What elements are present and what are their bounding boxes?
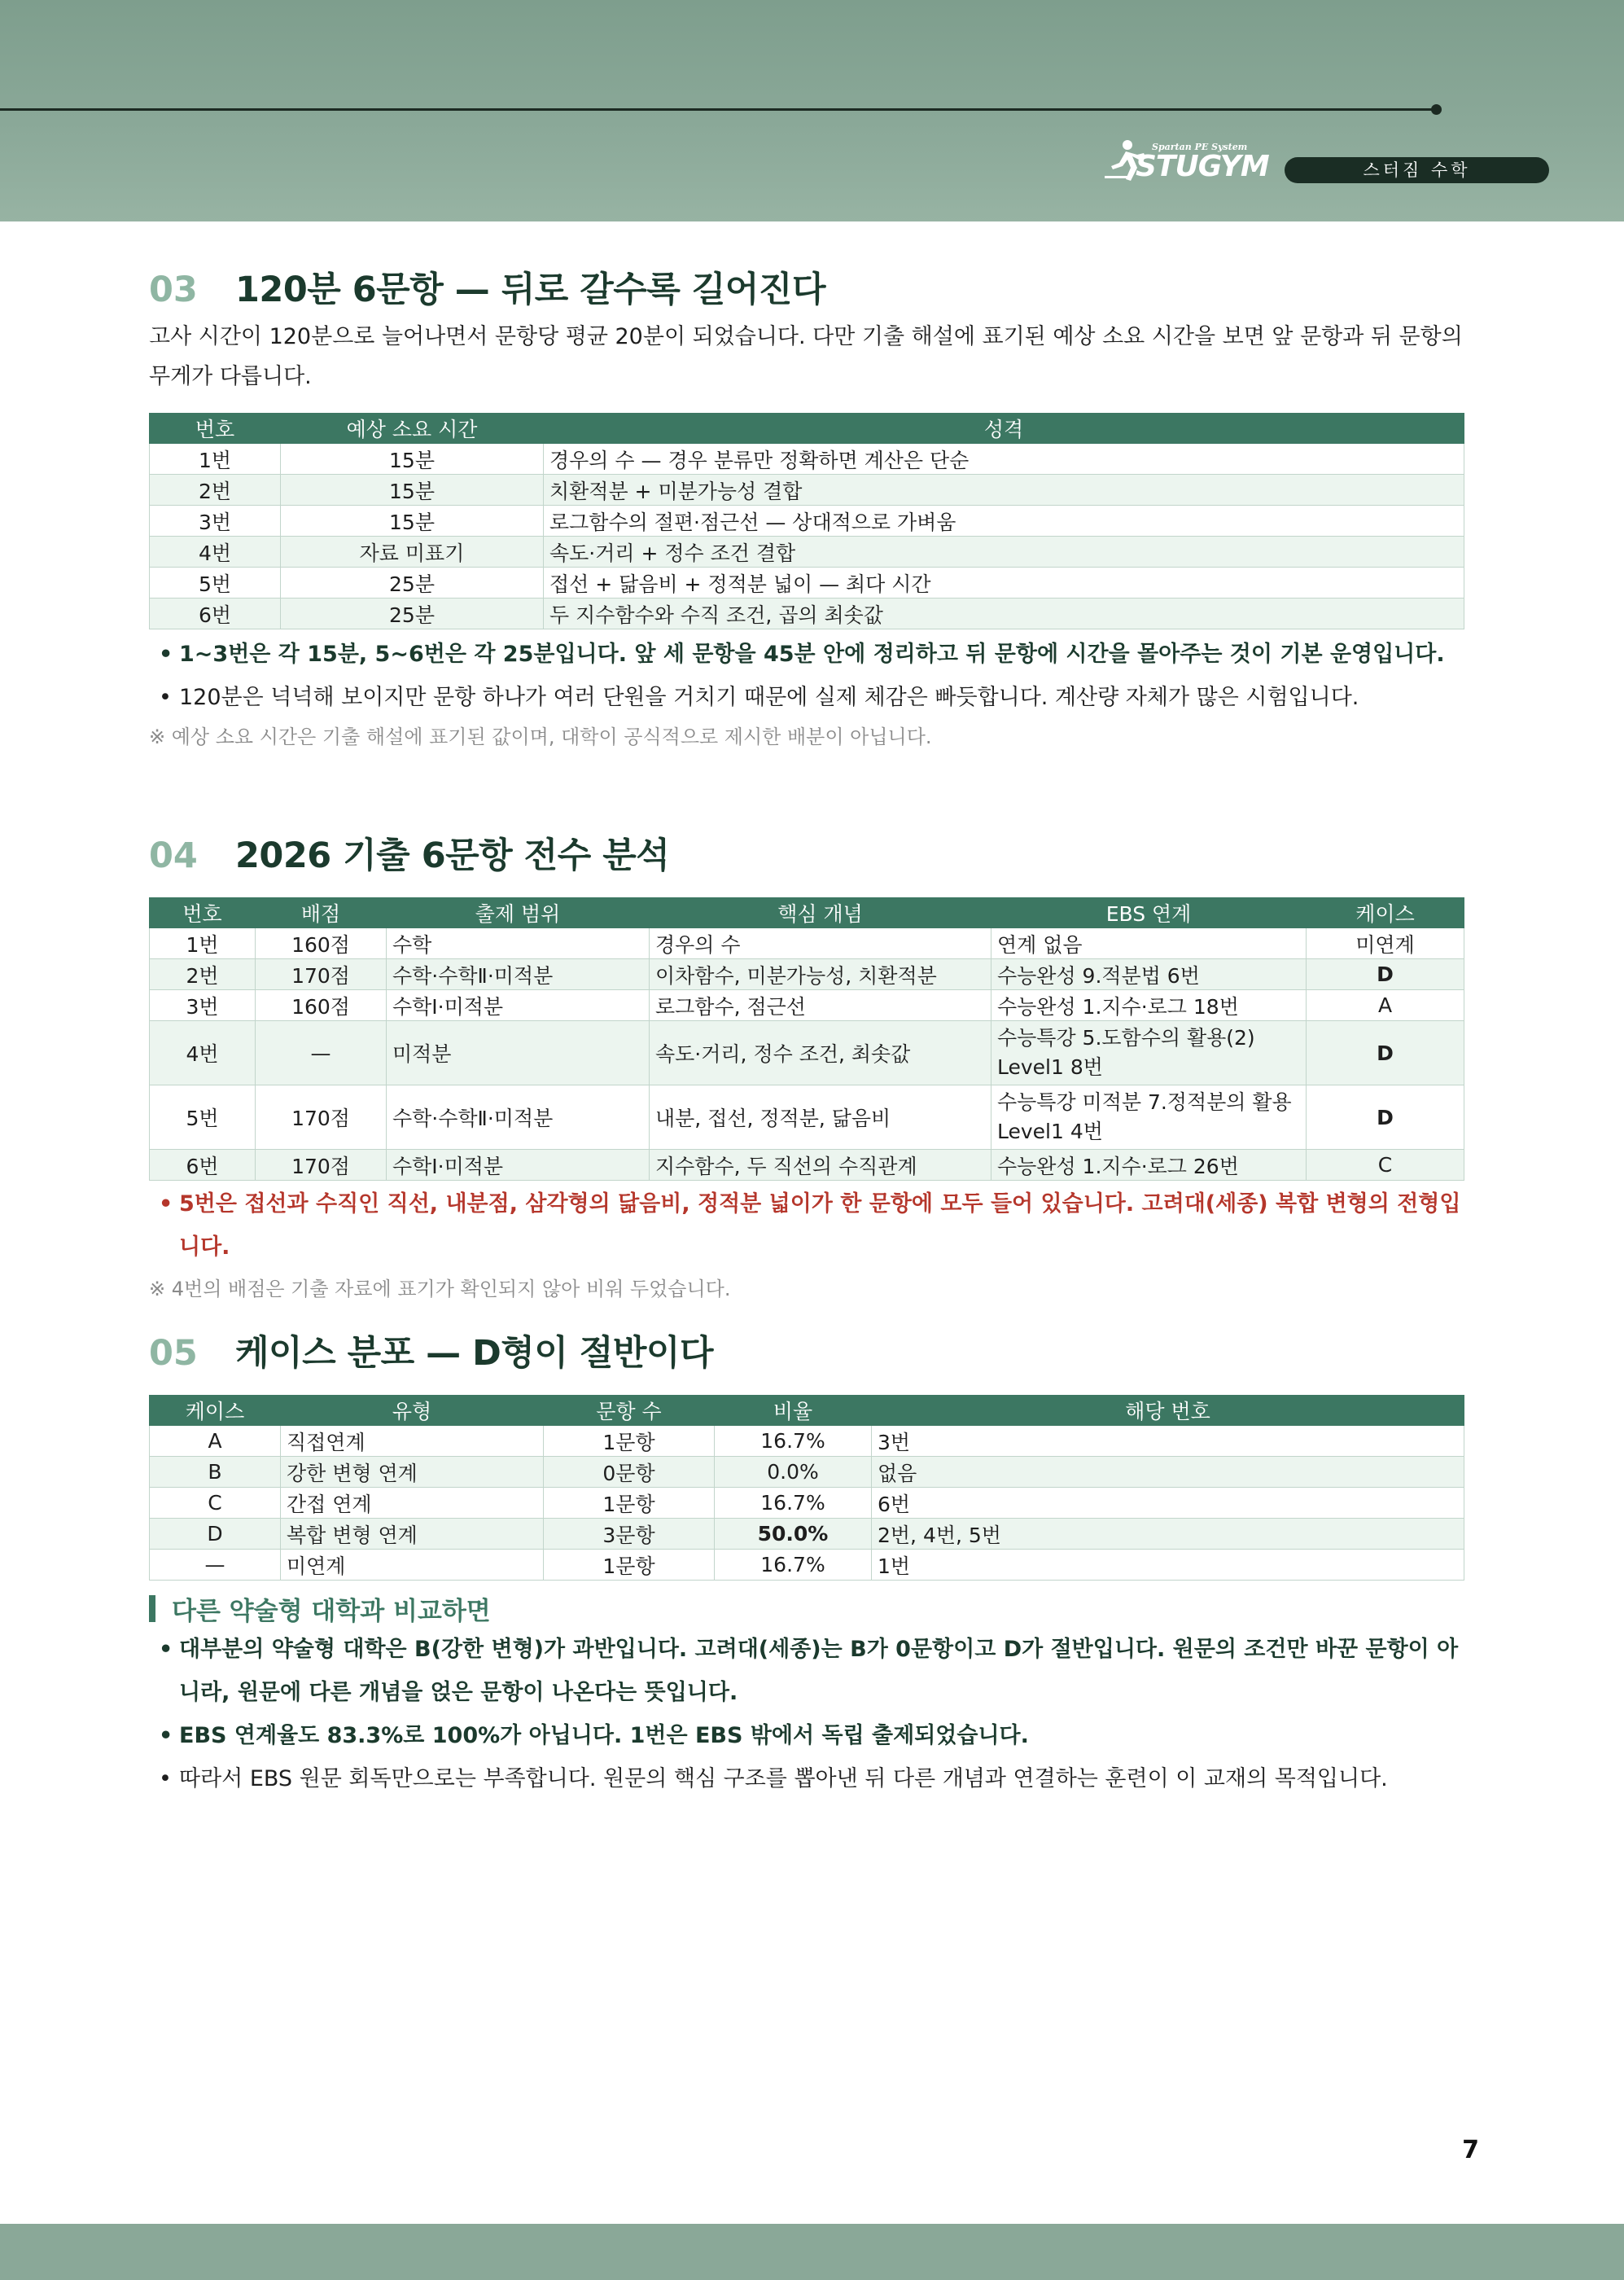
bullet-item: • 따라서 EBS 원문 회독만으로는 부족합니다. 원문의 핵심 구조를 뽑아낸 뒤 다른 개념과 연결하는 훈련이 이 교재의 목적입니다.: [149, 1757, 1476, 1800]
table-cell: 미연계: [1307, 928, 1464, 959]
table-cell: —: [256, 1021, 387, 1085]
table-row: [150, 1488, 1464, 1519]
section-title: 2026 기출 6문항 전수 분석: [235, 835, 670, 876]
table-cell: 이차함수, 미분가능성, 치환적분: [650, 959, 991, 990]
table-cell: 170점: [256, 1150, 387, 1181]
table-cell: 경우의 수: [650, 928, 991, 959]
section-03-note: ※ 예상 소요 시간은 기출 해설에 표기된 값이며, 대학이 공식적으로 제시한 배분이 아닙니다.: [149, 726, 932, 748]
table-row: [150, 475, 1464, 506]
section-number: 05: [149, 1333, 198, 1374]
case-distribution-table: [149, 1395, 1464, 1581]
table-cell: 연계 없음: [991, 928, 1307, 959]
table-cell: —: [150, 1550, 281, 1581]
table-cell: 경우의 수 — 경우 분류만 정확하면 계산은 단순: [544, 444, 1464, 475]
header-rule-dot: [1431, 104, 1442, 115]
table-cell: 4번: [150, 1021, 256, 1085]
table-cell: 지수함수, 두 직선의 수직관계: [650, 1150, 991, 1181]
table-row: [150, 506, 1464, 537]
column-header: 번호: [150, 898, 256, 928]
table-cell: 로그함수, 점근선: [650, 990, 991, 1021]
table-cell: B: [150, 1457, 281, 1488]
table-cell: 50.0%: [715, 1519, 872, 1550]
table-row: [150, 1457, 1464, 1488]
table-cell: 3번: [872, 1426, 1464, 1457]
logo-tagline: Spartan PE System: [1152, 142, 1248, 152]
table-row: [150, 959, 1464, 990]
table-cell: 1문항: [544, 1488, 715, 1519]
table-cell: 160점: [256, 928, 387, 959]
table-cell: 1문항: [544, 1550, 715, 1581]
table-cell: 25분: [281, 598, 544, 629]
table-cell: 자료 미표기: [281, 537, 544, 568]
section-03: [149, 262, 1476, 753]
table-row: [150, 1150, 1464, 1181]
column-header: 케이스: [150, 1396, 281, 1426]
table-cell: D: [150, 1519, 281, 1550]
bullet-item: • 5번은 접선과 수직인 직선, 내분점, 삼각형의 닮음비, 정적분 넓이가 한 문항에 모두 들어 있습니다. 고려대(세종) 복합 변형의 전형입니다.: [149, 1182, 1476, 1269]
table-cell: 16.7%: [715, 1426, 872, 1457]
table-row: [150, 990, 1464, 1021]
table-row: [150, 568, 1464, 598]
column-header: 출제 범위: [387, 898, 650, 928]
table-cell: 4번: [150, 537, 281, 568]
table-cell: 6번: [150, 598, 281, 629]
table-cell: 1번: [150, 928, 256, 959]
table-cell: 1문항: [544, 1426, 715, 1457]
column-header: 핵심 개념: [650, 898, 991, 928]
table-cell: 속도·거리 + 정수 조건 결합: [544, 537, 1464, 568]
table-cell: 5번: [150, 568, 281, 598]
table-cell: 6번: [872, 1488, 1464, 1519]
table-cell: 강한 변형 연계: [281, 1457, 544, 1488]
column-header: 배점: [256, 898, 387, 928]
table-cell: 수능완성 9.적분법 6번: [991, 959, 1307, 990]
table-cell: 2번: [150, 475, 281, 506]
stugym-logo: [1103, 135, 1269, 184]
column-header: 문항 수: [544, 1396, 715, 1426]
table-cell: D: [1307, 1021, 1464, 1085]
table-cell: 로그함수의 절편·점근선 — 상대적으로 가벼움: [544, 506, 1464, 537]
table-cell: 6번: [150, 1150, 256, 1181]
table-cell: 2번, 4번, 5번: [872, 1519, 1464, 1550]
section-04-note: ※ 4번의 배점은 기출 자료에 표기가 확인되지 않아 비워 두었습니다.: [149, 1278, 731, 1300]
table-cell: 2번: [150, 959, 256, 990]
table-cell: 수학Ⅰ·미적분: [387, 990, 650, 1021]
table-header-row: [150, 414, 1464, 444]
table-cell: A: [1307, 990, 1464, 1021]
table-cell: 복합 변형 연계: [281, 1519, 544, 1550]
table-row: [150, 1021, 1464, 1085]
table-cell: 수학·수학Ⅱ·미적분: [387, 959, 650, 990]
analysis-table: [149, 897, 1464, 1181]
table-cell: 5번: [150, 1085, 256, 1150]
subheading-bar: [149, 1595, 155, 1622]
table-header-row: [150, 898, 1464, 928]
table-cell: D: [1307, 959, 1464, 990]
section-05: [149, 1326, 1476, 1800]
table-cell: 치환적분 + 미분가능성 결합: [544, 475, 1464, 506]
bullet-item: • 1~3번은 각 15분, 5~6번은 각 25분입니다. 앞 세 문항을 45분 안에 정리하고 뒤 문항에 시간을 몰아주는 것이 기본 운영입니다.: [149, 633, 1476, 676]
table-cell: 1번: [150, 444, 281, 475]
table-cell: 내분, 접선, 정적분, 닮음비: [650, 1085, 991, 1150]
table-cell: A: [150, 1426, 281, 1457]
table-cell: 수능완성 1.지수·로그 18번: [991, 990, 1307, 1021]
column-header: 예상 소요 시간: [281, 414, 544, 444]
logo-wordmark: STUGYM: [1136, 150, 1269, 183]
column-header: 비율: [715, 1396, 872, 1426]
table-cell: 170점: [256, 1085, 387, 1150]
table-row: [150, 444, 1464, 475]
table-cell: 수능특강 미적분 7.정적분의 활용 Level1 4번: [991, 1085, 1307, 1150]
page-header: [0, 0, 1624, 221]
table-cell: D: [1307, 1085, 1464, 1150]
bullet-item: • 120분은 넉넉해 보이지만 문항 하나가 여러 단원을 거치기 때문에 실제 체감은 빠듯합니다. 계산량 자체가 많은 시험입니다.: [149, 676, 1476, 719]
section-05-bullets: [149, 1628, 1476, 1800]
table-cell: 16.7%: [715, 1550, 872, 1581]
table-cell: 3문항: [544, 1519, 715, 1550]
table-cell: 160점: [256, 990, 387, 1021]
table-cell: 수능특강 5.도함수의 활용(2) Level1 8번: [991, 1021, 1307, 1085]
table-cell: 16.7%: [715, 1488, 872, 1519]
table-cell: 두 지수함수와 수직 조건, 곱의 최솟값: [544, 598, 1464, 629]
section-04-bullets: [149, 1182, 1476, 1269]
page-footer-band: [0, 2224, 1624, 2280]
table-cell: 미연계: [281, 1550, 544, 1581]
bullet-item: • EBS 연계율도 83.3%로 100%가 아닙니다. 1번은 EBS 밖에서 독립 출제되었습니다.: [149, 1714, 1476, 1757]
section-03-bullets: [149, 633, 1476, 719]
table-cell: C: [1307, 1150, 1464, 1181]
table-row: [150, 1085, 1464, 1150]
table-cell: 없음: [872, 1457, 1464, 1488]
table-cell: 3번: [150, 990, 256, 1021]
table-row: [150, 1519, 1464, 1550]
table-cell: 0.0%: [715, 1457, 872, 1488]
bullet-item: • 대부분의 약술형 대학은 B(강한 변형)가 과반입니다. 고려대(세종)는 B가 0문항이고 D가 절반입니다. 원문의 조건만 바꾼 문항이 아니라, 원문에 다른 개념을 얹은 문항이 나온다는 뜻입니다.: [149, 1628, 1476, 1714]
table-cell: 수학: [387, 928, 650, 959]
section-title: 케이스 분포 — D형이 절반이다: [235, 1333, 713, 1374]
table-cell: 속도·거리, 정수 조건, 최솟값: [650, 1021, 991, 1085]
column-header: 번호: [150, 414, 281, 444]
table-cell: 수학Ⅰ·미적분: [387, 1150, 650, 1181]
section-03-heading: [149, 262, 1476, 311]
table-cell: 15분: [281, 475, 544, 506]
table-cell: 0문항: [544, 1457, 715, 1488]
table-cell: 간접 연계: [281, 1488, 544, 1519]
section-number: 03: [149, 270, 198, 310]
table-cell: 170점: [256, 959, 387, 990]
section-04: [149, 828, 1476, 1305]
comparison-subheading: [149, 1590, 1476, 1626]
column-header: 성격: [544, 414, 1464, 444]
table-cell: 25분: [281, 568, 544, 598]
column-header: EBS 연계: [991, 898, 1307, 928]
table-row: [150, 1550, 1464, 1581]
table-cell: 15분: [281, 444, 544, 475]
table-cell: 15분: [281, 506, 544, 537]
table-cell: 수학·수학Ⅱ·미적분: [387, 1085, 650, 1150]
table-cell: 접선 + 닮음비 + 정적분 넓이 — 최다 시간: [544, 568, 1464, 598]
table-row: [150, 537, 1464, 568]
column-header: 케이스: [1307, 898, 1464, 928]
table-cell: 3번: [150, 506, 281, 537]
table-row: [150, 598, 1464, 629]
section-05-heading: [149, 1326, 1476, 1375]
column-header: 해당 번호: [872, 1396, 1464, 1426]
column-header: 유형: [281, 1396, 544, 1426]
section-03-intro: 고사 시간이 120분으로 늘어나면서 문항당 평균 20분이 되었습니다. 다만 기출 해설에 표기된 예상 소요 시간을 보면 앞 문항과 뒤 문항의 무게가 다릅니다.: [149, 324, 1463, 389]
table-row: [150, 928, 1464, 959]
page-number: 7: [1462, 2136, 1479, 2164]
header-rule: [0, 108, 1437, 111]
table-header-row: [150, 1396, 1464, 1426]
table-cell: 직접연계: [281, 1426, 544, 1457]
section-title: 120분 6문항 — 뒤로 갈수록 길어진다: [235, 270, 825, 310]
section-number: 04: [149, 835, 198, 876]
table-cell: 미적분: [387, 1021, 650, 1085]
section-04-heading: [149, 828, 1476, 877]
table-cell: 수능완성 1.지수·로그 26번: [991, 1150, 1307, 1181]
time-table: [149, 413, 1464, 629]
table-cell: C: [150, 1488, 281, 1519]
table-cell: 1번: [872, 1550, 1464, 1581]
subheading-text: 다른 약술형 대학과 비교하면: [172, 1596, 491, 1626]
brand-pill: 스터짐 수학: [1285, 157, 1549, 183]
table-row: [150, 1426, 1464, 1457]
